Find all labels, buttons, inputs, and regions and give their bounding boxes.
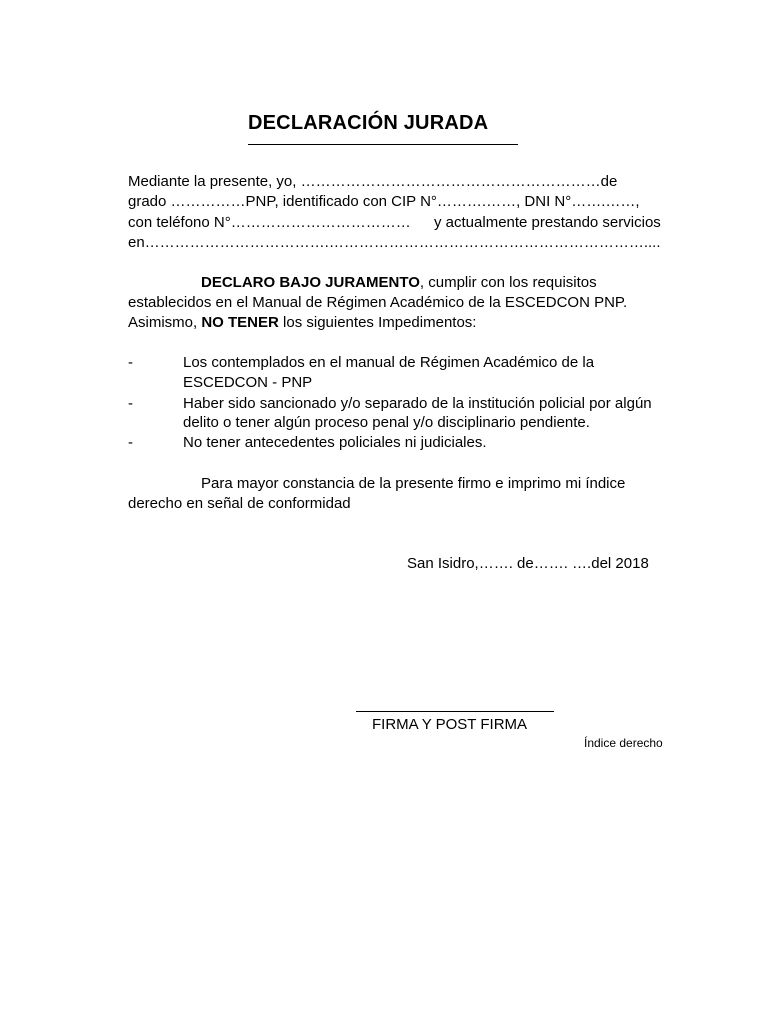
bullet-3-line-1: No tener antecedentes policiales ni judiciales.: [183, 434, 487, 451]
intro-line-1: Mediante la presente, yo, ……………………………………………………de: [128, 173, 618, 190]
declaro-line-3-start: Asimismo,: [128, 314, 202, 331]
signature-label: FIRMA Y POST FIRMA: [372, 716, 528, 733]
intro-line-3b: y actualmente prestando servicios: [434, 214, 661, 231]
fingerprint-label: Índice derecho: [584, 736, 663, 750]
place-date: San Isidro,……. de……. ….del 2018: [407, 555, 649, 572]
bullet-dash-2: -: [128, 395, 133, 412]
signature-line: [356, 711, 554, 712]
declaro-line-1-rest: , cumplir con los requisitos: [419, 274, 597, 291]
constancia-line-2: derecho en señal de conformidad: [128, 495, 351, 512]
intro-line-2: grado ……………PNP, identificado con CIP N°……….……, DNI N°…….……,: [128, 193, 640, 210]
declaro-line-3: [128, 313, 476, 333]
intro-line-3a: con teléfono N°………………………………: [128, 214, 411, 231]
bullet-dash-1: -: [128, 354, 133, 371]
title-underline: [248, 144, 518, 145]
bullet-dash-3: -: [128, 434, 133, 451]
bullet-2-line-1: Haber sido sancionado y/o separado de la institución policial por algún: [183, 395, 652, 412]
declaro-line-2: establecidos en el Manual de Régimen Académico de la ESCEDCON PNP.: [128, 294, 628, 311]
declaro-bold-lead: DECLARO BAJO JURAMENTO: [201, 274, 420, 291]
declaro-line-1: [201, 273, 597, 293]
bullet-1-line-2: ESCEDCON - PNP: [183, 374, 313, 391]
bullet-2-line-2: delito o tener algún proceso penal y/o disciplinario pendiente.: [183, 414, 590, 431]
declaro-no-tener: NO TENER: [201, 314, 279, 331]
bullet-1-line-1: Los contemplados en el manual de Régimen Académico de la: [183, 354, 595, 371]
intro-line-4: en……………………………….………………………………………………………....: [128, 234, 661, 251]
document-title: DECLARACIÓN JURADA: [248, 112, 489, 134]
constancia-line-1: Para mayor constancia de la presente firmo e imprimo mi índice: [201, 475, 626, 492]
declaro-line-3-rest: los siguientes Impedimentos:: [278, 314, 477, 331]
